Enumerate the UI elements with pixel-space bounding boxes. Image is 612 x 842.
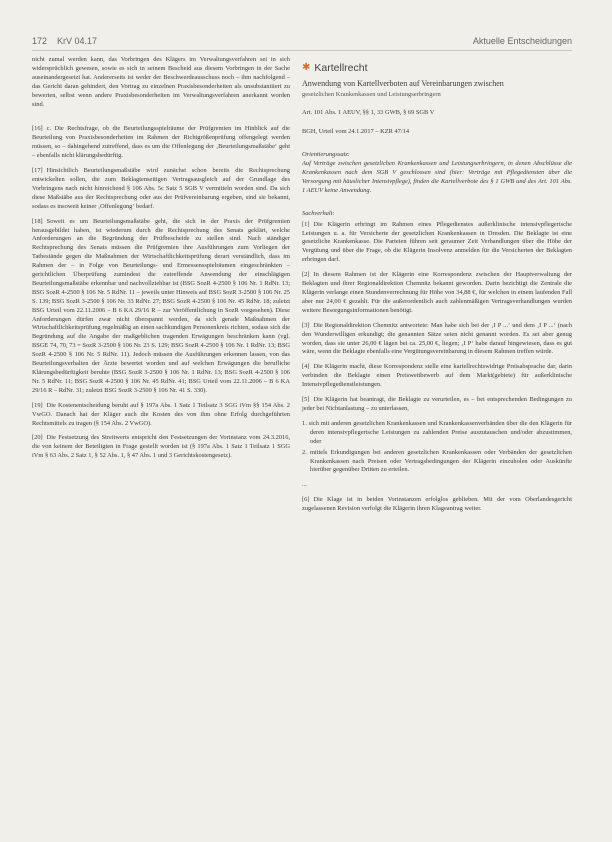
statutes: Art. 101 Abs. 1 AEUV, §§ 1, 33 GWB, § 69 SGB V — [302, 109, 435, 117]
left-column — [32, 56, 290, 467]
paragraph — [302, 396, 572, 414]
paragraph — [32, 402, 290, 429]
omission-marker: ... — [302, 481, 307, 489]
claim-list — [302, 420, 572, 475]
paragraph-number: [6] — [302, 496, 310, 504]
paragraph — [32, 218, 290, 396]
section-title: Kartellrecht — [314, 62, 368, 74]
paragraph — [302, 496, 572, 514]
section-name: Aktuelle Entscheidungen — [472, 36, 572, 46]
court-reference: BGH, Urteil vom 24.1.2017 – KZR 47/14 — [302, 128, 410, 136]
lead-heading: Orientierungssatz: — [302, 151, 350, 159]
paragraph-text: Die Regionaldirektion Chemnitz antwortete: Man habe sich bei der ‚I P ...‘ und dem ‚I P ...‘ (nach den Wunderwilligen erkundigt; die genannten Sätze seien nicht genannt worden. Es sei aber genug worden, dass sie unter 26,00 € lägen bei ca. 25,00 €, liegen; ‚I P‘ habe darauf hingewiesen, dass es gut wäre, wenn die Beklagte ebenfalls eine Vergütungsvereinbarung in diesem Rahmen treffen würde. — [302, 321, 572, 356]
paragraph — [302, 322, 572, 358]
paragraph-number: [20] — [32, 434, 43, 442]
paragraph-number: [18] — [32, 217, 43, 225]
paragraph-number: [5] — [302, 396, 310, 404]
paragraph — [302, 221, 572, 266]
list-item: 1. sich mit anderen gesetzlichen Krankenkassen und Krankenkassenverbänden über die den Klägerin für deren intensivpflegerische Leistungen zu zahlenden Preise auszutauschen und/oder abzustimmen, oder — [302, 419, 572, 445]
paragraph-text: In diesem Rahmen ist der Klägerin eine Korrespondenz zwischen der Hauptverwaltung der Beklagten und ihrer Regionaldirektion Chemnitz bekannt geworden. Darin bezichtigt die Zentrale die Klägerin verlange einen Stundenverrechnung für Höhe von 34,88 €, für welchen in einem laufenden Fall aber nur 24,00 € gezahlt. Für die außerordentlich auch zahlenmäßigen Vertragsverhandlungen wurden weitere Besorgungsinformationen benötigt. — [302, 271, 572, 314]
facts-heading: Sachverhalt: — [302, 209, 335, 217]
paragraph-text: Die Klägerin hat beantragt, die Beklagte zu verurteilen, es – bei entsprechenden Bedingungen zu jeder bei Nichtanlastung – zu unterlassen, — [302, 396, 572, 412]
section-heading — [302, 64, 572, 73]
paragraph-text: Soweit es um Beurteilungsmaßstäbe geht, die sich in der Praxis der Prüfgremien herausgebildet haben, ist wiederum durch die Rechtsprechung des Senats geklärt, welche Anforderungen an die Begründung der Prüfbescheide zu stellen sind. Nach ständiger Rechtsprechung des Senats müssen die Prüfgremien ihre Ausführungen zum Vorliegen der Tatbestände gegen die Maßnahmen der Wirtschaftlichkeitsprüfung derart verständlich, dass im Rahmen der – in Folge von Beurteilungs- und Ermessensspielräumen eingeschränkten – gerichtlichen Überprüfung zumindest die zutreffende Anwendung der einschlägigen Beurteilungsmaßstäbe erkennbar und nachvollziehbar ist (BSG SozR 4-2500 § 106 Nr. 1 RdNr. 13; BSG SozR 4-2500 § 106 Nr. 5 RdNr. 11 – jeweils unter Hinweis auf BSG SozR 3-2500 § 106 Nr. 25 S. 139; BSG SozR 3-2500 § 106 Nr. 33 RdNr. 27; BSG SozR 4-2500 § 106 Nr. 45 RdNr. 18; zuletzt BSG Urteil vom 22.11.2006 – B 6 KA 29/16 R – zur Veröffentlichung in SozR vorgesehen). Diese Anforderungen dürfen zwar nicht überspannt werden, da sich gerade Maßnahmen der Wirtschaftlichkeitsprüfung regelmäßig an einen sachkundigen Personenkreis richten, sodass sich die Begründung auf die Angabe der maßgeblichen tragenden Erwägungen beschränken kann (vgl. BSGE 74, 70, 73 = SozR 3-2500 § 106 Nr. 23 S. 129; BSG SozR 4-2500 § 106 Nr. 1 RdNr. 13; BSG SozR 4-2500 § 106 Nr. 5 RdNr. 11). Jedoch müssen die Ausführungen erkennen lassen, von das Beurteilungsverhalten der Ärzte bewertet worden und auf welchen Erwägungen die berufliche Klärungsbedürftigkeit beruhte (BSG SozR 3-2500 § 106 Nr. 1 RdNr. 13; BSG SozR 4-2500 § 106 Nr. 5 RdNr. 11; BSG SozR 4-2500 § 106 Nr. 45 RdNr. 41; BSG Urteil vom 22.11.2006 – B 6 KA 29/16 R – RdNr. 31; zuletzt BSG SozR 3-2500 § 106 Nr. 41 S. 330). — [32, 217, 290, 394]
case-title: Anwendung von Kartellverboten auf Vereinbarungen zwischen — [302, 78, 504, 88]
paragraph — [302, 271, 572, 316]
paragraph-number: [17] — [32, 167, 43, 175]
paragraph-text: Die Klägerin erbringt im Rahmen eines Pflegedienstes außerklinische intensivpflegerische Leistungen u. a. für Versicherte der gesetzlichen Krankenkassen in Dresden. Die Beklagte ist eine gesetzliche Krankenkasse. Die Parteien führen seit geraumer Zeit Verhandlungen über die Höhe der Vergütung und über die Frage, ob die Klägerin Insolvenz anmelden für die Versicherten der Beklagten erbringen darf. — [302, 220, 572, 264]
list-item: 2. mittels Erkundigungen bei anderen gesetzlichen Krankenkassen oder Verbänden der gesetzlichen Krankenkassen nach Preisen oder Vertragsbedingungen der Klägerin einzuholen oder Auskünfte hierüber gegenüber Dritten zu erteilen. — [302, 448, 572, 474]
case-subtitle: gesetzlichen Krankenkassen und Leistungserbringern — [302, 90, 441, 98]
paragraph-number: [2] — [302, 271, 310, 279]
journal-issue: KrV 04.17 — [57, 36, 98, 46]
page-number: 172 — [32, 36, 48, 46]
paragraph-number: [16] — [32, 125, 43, 133]
lead-text: Auf Verträge zwischen gesetzlichen Krankenkassen und Leistungserbringern, in denen Abschlüsse die Krankenkassen nach dem SGB V geschlossen sind (hier: Verträge mit Pflegediensten über die Versorgung mit häuslicher Intensivpflege), finden die Kartellverbote des § 1 GWB und des Art. 101 Abs. 1 AEUV keine Anwendung. — [302, 160, 572, 194]
paragraph-number: [3] — [302, 321, 310, 329]
paragraph-text: Die Festsetzung des Streitwerts entspricht den Festsetzungen der Vorinstanz vom 24.3.2016, die von keinem der Beteiligten in Frage gestellt worden ist (§ 197a Abs. 1 Satz 1 Teilsatz 1 SGG iVm § 63 Abs. 2 Satz 1, § 52 Abs. 1, § 47 Abs. 1 und 3 Gerichtskostengesetz). — [32, 434, 290, 460]
paragraph — [32, 167, 290, 212]
paragraph — [32, 434, 290, 461]
paragraph-number: [1] — [302, 220, 310, 228]
paragraph-text: Hinsichtlich Beurteilungsmaßstäbe wird zunächst schon bereits die Rechtsprechung entwickelten sollen, die zum Beklagtenseitigen Vertragsausgleich auf der Grundlage des Vorbringens nach nicht hinreichend § 106 Abs. 5c Satz 5 SGB V vermitteln worden sind. Da sich diese Maßstäbe aus der Rechtsprechung oder aus der Prüfvereinbarung ergeben, sind sie bekannt, sodass es insoweit keiner ‚Offenlegung‘ bedarf. — [32, 167, 290, 210]
paragraph-text: Die Kostenentscheidung beruht auf § 197a Abs. 1 Satz 1 Teilsatz 3 SGG iVm §§ 154 Abs. 2 VwGO. Danach hat der Kläger auch die Kosten des von ihm ohne Erfolg durchgeführten Rechtsmittels zu tragen (§ 154 Abs. 2 VwGO). — [32, 401, 290, 427]
intro-text: nicht zumal werden kann, das Vorbringen des Klägers im Verwaltungsverfahren sei in sich widersprüchlich gewesen, sowie es sich in seinem Bescheid aus diesem Vorbringen in der Sache auseinandergesetzt hat. Andererseits ist weder der Beschwerdeausschuss noch – ihm nachfolgend – das Gericht daran gehindert, den Vortrag zu einzelnen Praxisbesonderheiten als unsubstantiiert zu bewerten, selbst wenn andere Praxisbesonderheiten im Verwaltungsverfahren anerkannt worden sind. — [32, 56, 290, 108]
running-header — [32, 36, 572, 51]
paragraph-number: [4] — [302, 363, 310, 371]
right-column — [302, 56, 572, 520]
paragraph-text: c. Die Rechtsfrage, ob die Beurteilungsspielräume der Prüfgremien im Hinblick auf die Beurteilung von Praxisbesonderheiten im Rahmen der Richtgrößenprüfung offengelegt werden müssen, so – dahingehend zutreffend, dass es um die Offenlegung der ‚Beurteilungsmaßstäbe‘ geht – ebenfalls nicht klärungsbedürftig. — [32, 125, 290, 160]
paragraph-text: Die Klägerin macht, diese Korrespondenz stelle eine kartellrechtswidrige Preisabsprache dar, darin verbinden die Beklagte einen Preiswettbewerb auf dem Markt(gebiete) für außerklinische Intensivpflegedienstleistungen. — [302, 363, 572, 389]
paragraph — [302, 363, 572, 390]
paragraph-number: [19] — [32, 401, 43, 409]
star-icon: ✱ — [302, 62, 311, 73]
paragraph — [32, 125, 290, 161]
paragraph-text: Die Klage ist in beiden Vorinstanzen erfolglos geblieben. Mit der vom Oberlandesgericht zugelassenen Revision verfolgt die Klägerin ihren Klageantrag weiter. — [302, 496, 572, 513]
